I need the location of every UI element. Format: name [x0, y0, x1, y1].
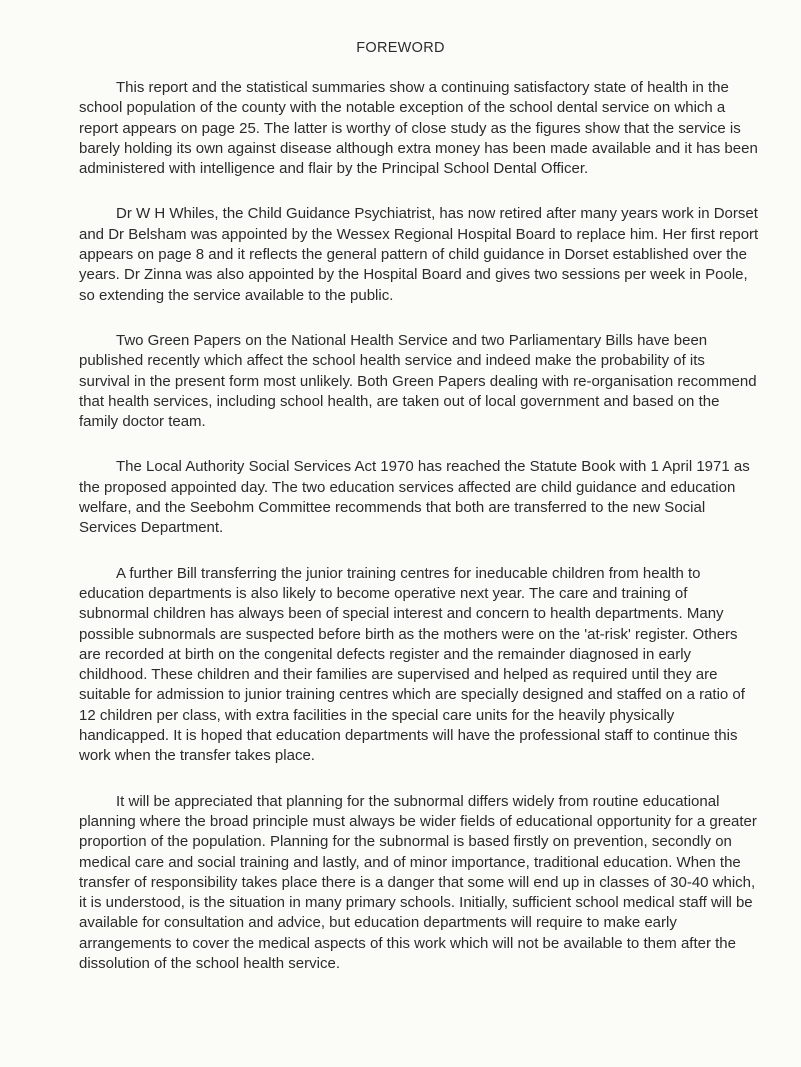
paragraph-1: This report and the statistical summaries show a continuing satisfactory state of health in the school population of the county with the notable exception of the school dental service on which a report appears on page 25. The latter is worthy of close study as the figures show that the service is barely holding its own against disease although extra money has been made available and it has been administered with intelligence and flair by the Principal School Dental Officer. [79, 79, 758, 178]
paragraph-3: Two Green Papers on the National Health Service and two Parliamentary Bills have been published recently which affect the school health service and indeed make the probability of its survival in the present form most unlikely. Both Green Papers dealing with re-organisation recommend that health services, including school health, are taken out of local government and based on the family doctor team. [79, 331, 757, 431]
body-text [79, 78, 759, 999]
paragraph-4: The Local Authority Social Services Act 1970 has reached the Statute Book with 1 April 1971 as the proposed appointed day. The two education services affected are child guidance and education welfare, and the Seebohm Committee recommends that both are transferred to the new Social Services Department. [79, 458, 750, 537]
paragraph-6: It will be appreciated that planning for the subnormal differs widely from routine educational planning where the broad principle must always be wider fields of educational opportunity for a greater proportion of the population. Planning for the subnormal is based firstly on prevention, secondly on medical care and social training and lastly, and of minor importance, traditional education. When the transfer of responsibility takes place there is a danger that some will end up in classes of 30-40 which, it is understood, is the situation in many primary schools. Initially, sufficient school medical staff will be available for consultation and advice, but education departments will require to make early arrangements to cover the medical aspects of this work which will not be available to them after the dissolution of the school health service. [79, 792, 757, 972]
page-title: FOREWORD [356, 40, 445, 56]
paragraph-5: A further Bill transferring the junior training centres for ineducable children from health to education departments is also likely to become operative next year. The care and training of subnormal children has always been of special interest and concern to health departments. Many possible subnormals are suspected before birth as the mothers were on the 'at-risk' register. Others are recorded at birth on the congenital defects register and the remainder diagnosed in early childhood. These children and their families are supervised and helped as required until they are suitable for admission to junior training centres which are specially designed and staffed on a ratio of 12 children per class, with extra facilities in the special care units for the heavily physically handicapped. It is hoped that education departments will have the professional staff to continue this work when the transfer takes place. [79, 564, 745, 765]
paragraph-2: Dr W H Whiles, the Child Guidance Psychiatrist, has now retired after many years work in Dorset and Dr Belsham was appointed by the Wessex Regional Hospital Board to replace him. Her first report appears on page 8 and it reflects the general pattern of child guidance in Dorset established over the years. Dr Zinna was also appointed by the Hospital Board and gives two sessions per week in Poole, so extending the service available to the public. [79, 205, 759, 304]
